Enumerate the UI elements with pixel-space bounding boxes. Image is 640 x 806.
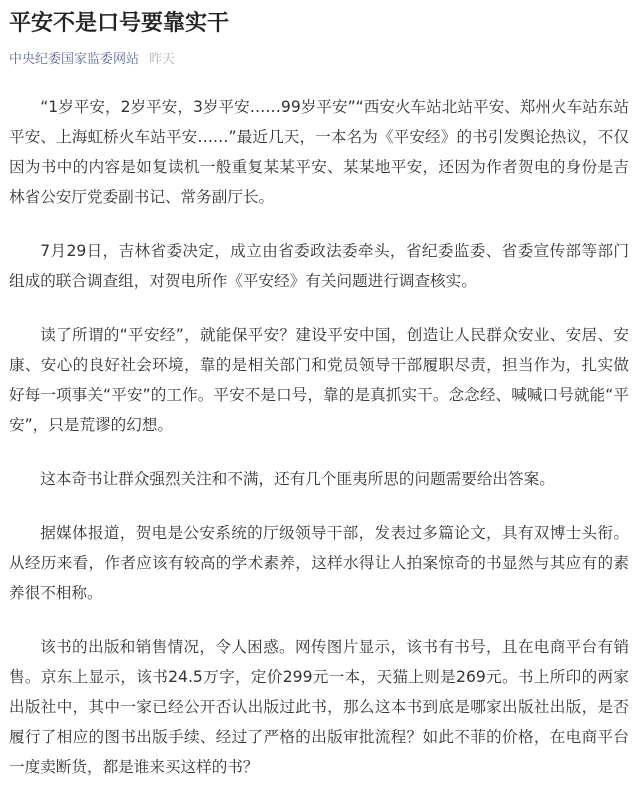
paragraph: 7月29日，吉林省委决定，成立由省委政法委牵头，省纪委监委、省委宣传部等部门组成的联合调查组，对贺电所作《平安经》有关问题进行调查核实。	[9, 242, 629, 290]
paragraph: 读了所谓的“平安经”，就能保平安？建设平安中国，创造让人民群众安业、安居、安康、安心的良好社会环境，靠的是相关部门和党员领导干部履职尽责，担当作为，扎实做好每一项事关“平安”的工作。平安不是口号，靠的是真抓实干。念念经、喊喊口号就能“平安”，只是荒谬的幻想。	[9, 326, 629, 434]
publish-time: 昨天	[149, 52, 176, 67]
article-meta	[9, 51, 175, 69]
article-title: 平安不是口号要靠实干	[9, 11, 230, 36]
paragraph: 这本奇书让群众强烈关注和不满，还有几个匪夷所思的问题需要给出答案。	[40, 470, 555, 488]
source-link[interactable]: 中央纪委国家监委网站	[9, 52, 140, 67]
paragraph: “1岁平安，2岁平安，3岁平安……99岁平安”“西安火车站北站平安、郑州火车站东站平安、上海虹桥火车站平安……”最近几天，一本名为《平安经》的书引发舆论热议，不仅因为书中的内容是如复读机一般重复某某平安、某某地平安，还因为作者贺电的身份是吉林省公安厅党委副书记、常务副厅长。	[9, 98, 629, 206]
paragraph: 该书的出版和销售情况，令人困惑。网传图片显示，该书有书号，且在电商平台有销售。京东上显示，该书24.5万字，定价299元一本，天猫上则是269元。书上所印的两家出版社中，其中一家已经公开否认出版过此书，那么这本书到底是哪家出版社出版，是否履行了相应的图书出版手续、经过了严格的出版审批流程？如此不菲的价格，在电商平台一度卖断货，都是谁来买这样的书？	[9, 638, 629, 776]
paragraph: 据媒体报道，贺电是公安系统的厅级领导干部，发表过多篇论文，具有双博士头衔。从经历来看，作者应该有较高的学术素养，这样水得让人拍案惊奇的书显然与其应有的素养很不相称。	[9, 524, 629, 602]
